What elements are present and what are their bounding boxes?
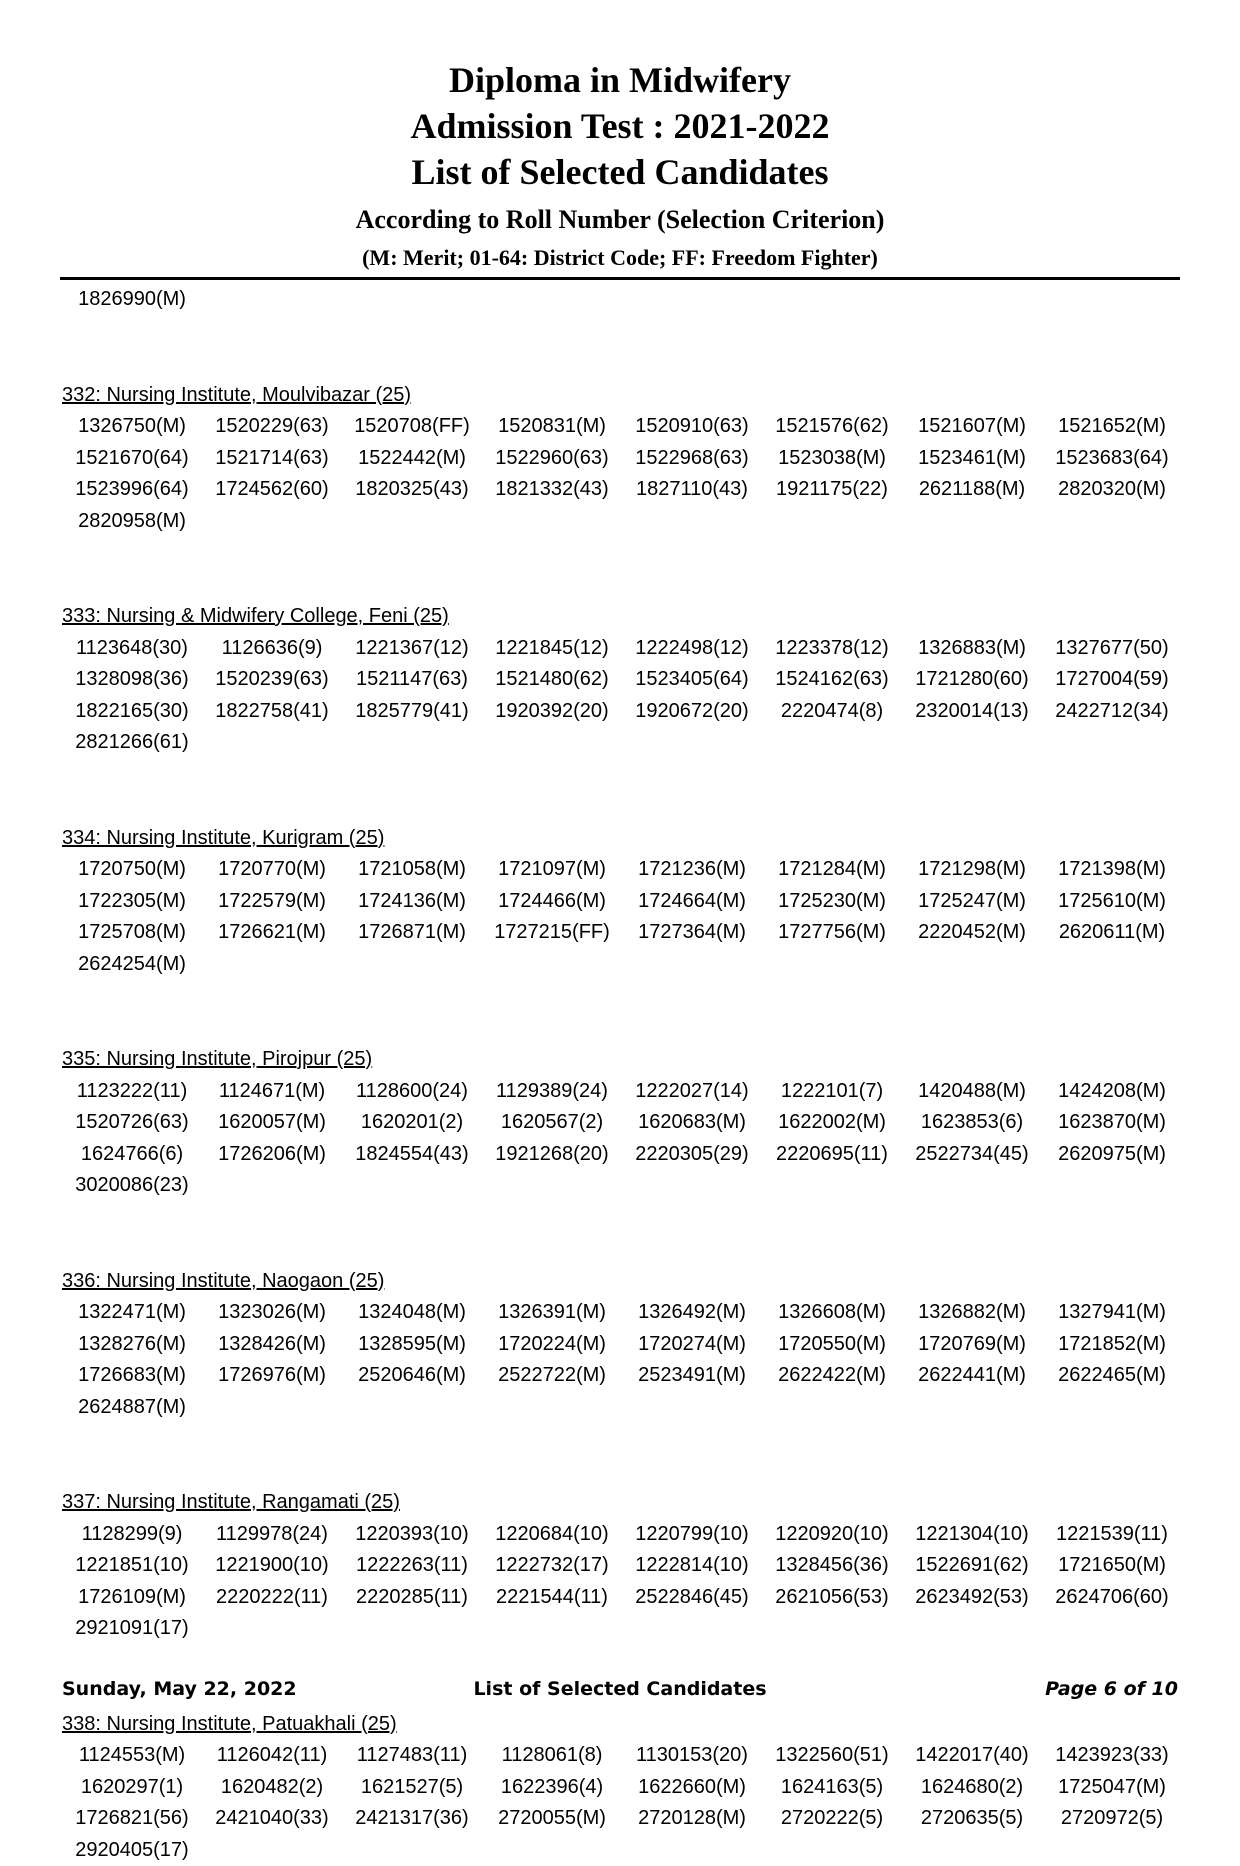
roll-number: 1523038(M) <box>762 443 902 475</box>
roll-number: 2623492(53) <box>902 1582 1042 1614</box>
roll-number: 1721058(M) <box>342 854 482 886</box>
roll-number: 1521652(M) <box>1042 411 1182 443</box>
institute-section <box>62 1709 1182 1866</box>
roll-number: 1822165(30) <box>62 696 202 728</box>
roll-number: 1725610(M) <box>1042 886 1182 918</box>
roll-number: 1820325(43) <box>342 474 482 506</box>
roll-number: 1721650(M) <box>1042 1550 1182 1582</box>
roll-number: 2624706(60) <box>1042 1582 1182 1614</box>
roll-number: 2720635(5) <box>902 1803 1042 1835</box>
roll-number: 1720224(M) <box>482 1329 622 1361</box>
roll-number: 1725047(M) <box>1042 1772 1182 1804</box>
roll-number: 1620482(2) <box>202 1772 342 1804</box>
roll-number-row <box>62 886 1182 918</box>
roll-number: 2622441(M) <box>902 1360 1042 1392</box>
roll-number-row <box>62 474 1182 506</box>
footer-page-number: Page 6 of 10 <box>1045 1676 1178 1702</box>
roll-number: 1221851(10) <box>62 1550 202 1582</box>
roll-number-row <box>62 1076 1182 1108</box>
roll-number: 1127483(11) <box>342 1740 482 1772</box>
roll-number: 2720055(M) <box>482 1803 622 1835</box>
roll-number: 1523405(64) <box>622 664 762 696</box>
roll-number: 1624680(2) <box>902 1772 1042 1804</box>
roll-number: 2720128(M) <box>622 1803 762 1835</box>
roll-number-row <box>62 1107 1182 1139</box>
roll-number: 1722305(M) <box>62 886 202 918</box>
roll-number: 1727364(M) <box>622 917 762 949</box>
roll-number: 1725708(M) <box>62 917 202 949</box>
roll-number: 2220305(29) <box>622 1139 762 1171</box>
roll-number: 2220695(11) <box>762 1139 902 1171</box>
institute-title: 334: Nursing Institute, Kurigram (25) <box>62 823 1182 855</box>
roll-number: 1523996(64) <box>62 474 202 506</box>
roll-number-row <box>62 1297 1182 1329</box>
institute-title: 337: Nursing Institute, Rangamati (25) <box>62 1487 1182 1519</box>
roll-number: 1221367(12) <box>342 633 482 665</box>
section-spacer <box>62 1423 1182 1487</box>
roll-number: 1220684(10) <box>482 1519 622 1551</box>
roll-number: 1130153(20) <box>622 1740 762 1772</box>
roll-number: 1726206(M) <box>202 1139 342 1171</box>
roll-number: 1523461(M) <box>902 443 1042 475</box>
roll-number: 1726109(M) <box>62 1582 202 1614</box>
roll-number: 1623870(M) <box>1042 1107 1182 1139</box>
roll-number: 1328098(36) <box>62 664 202 696</box>
roll-number: 1726621(M) <box>202 917 342 949</box>
roll-number: 1222498(12) <box>622 633 762 665</box>
roll-number: 1920672(20) <box>622 696 762 728</box>
roll-number: 1222263(11) <box>342 1550 482 1582</box>
roll-number: 1521576(62) <box>762 411 902 443</box>
roll-number: 1520229(63) <box>202 411 342 443</box>
roll-number: 1722579(M) <box>202 886 342 918</box>
roll-number: 1129389(24) <box>482 1076 622 1108</box>
roll-number: 2622465(M) <box>1042 1360 1182 1392</box>
roll-number: 2422712(34) <box>1042 696 1182 728</box>
roll-number: 1520726(63) <box>62 1107 202 1139</box>
roll-number: 1721280(60) <box>902 664 1042 696</box>
roll-number-row <box>62 917 1182 949</box>
institute-section <box>62 1266 1182 1424</box>
roll-number-row <box>62 443 1182 475</box>
roll-number: 1124671(M) <box>202 1076 342 1108</box>
roll-number: 1727756(M) <box>762 917 902 949</box>
roll-number: 1720770(M) <box>202 854 342 886</box>
roll-number-row <box>62 696 1182 728</box>
roll-number: 2522722(M) <box>482 1360 622 1392</box>
section-spacer <box>62 316 1182 380</box>
roll-number: 1623853(6) <box>902 1107 1042 1139</box>
roll-number: 1822758(41) <box>202 696 342 728</box>
roll-number-row <box>62 633 1182 665</box>
roll-number-row <box>62 1835 1182 1866</box>
roll-number: 1520239(63) <box>202 664 342 696</box>
title-program: Diploma in Midwifery <box>0 58 1240 102</box>
roll-number: 1326882(M) <box>902 1297 1042 1329</box>
section-spacer <box>62 759 1182 823</box>
roll-number: 1521714(63) <box>202 443 342 475</box>
roll-number-row <box>62 506 1182 538</box>
institute-section <box>62 823 1182 981</box>
roll-number: 1326391(M) <box>482 1297 622 1329</box>
roll-number: 1327941(M) <box>1042 1297 1182 1329</box>
roll-number: 1721398(M) <box>1042 854 1182 886</box>
roll-number: 1720769(M) <box>902 1329 1042 1361</box>
roll-number-row <box>62 727 1182 759</box>
roll-number-row <box>62 1519 1182 1551</box>
institute-section <box>62 380 1182 538</box>
roll-number: 1622660(M) <box>622 1772 762 1804</box>
roll-number: 1326883(M) <box>902 633 1042 665</box>
roll-number: 1725230(M) <box>762 886 902 918</box>
roll-number: 1222732(17) <box>482 1550 622 1582</box>
roll-number: 1222027(14) <box>622 1076 762 1108</box>
roll-number: 1123222(11) <box>62 1076 202 1108</box>
roll-number: 2621188(M) <box>902 474 1042 506</box>
roll-number: 2620611(M) <box>1042 917 1182 949</box>
roll-number: 1724664(M) <box>622 886 762 918</box>
roll-number: 1326492(M) <box>622 1297 762 1329</box>
roll-number-row <box>62 1613 1182 1645</box>
roll-number: 1726821(56) <box>62 1803 202 1835</box>
roll-number: 1322560(51) <box>762 1740 902 1772</box>
section-spacer <box>62 537 1182 601</box>
roll-number: 1328595(M) <box>342 1329 482 1361</box>
roll-number: 1521607(M) <box>902 411 1042 443</box>
institute-section <box>62 1487 1182 1645</box>
institute-title: 335: Nursing Institute, Pirojpur (25) <box>62 1044 1182 1076</box>
roll-number: 1523683(64) <box>1042 443 1182 475</box>
institute-section <box>62 1044 1182 1202</box>
roll-number: 2220452(M) <box>902 917 1042 949</box>
roll-number-row <box>62 1772 1182 1804</box>
roll-number: 1721298(M) <box>902 854 1042 886</box>
roll-number: 1220920(10) <box>762 1519 902 1551</box>
roll-number: 1322471(M) <box>62 1297 202 1329</box>
carryover-row <box>62 284 1182 316</box>
roll-number: 1124553(M) <box>62 1740 202 1772</box>
roll-number: 1522691(62) <box>902 1550 1042 1582</box>
roll-number-row <box>62 1360 1182 1392</box>
roll-number: 2522734(45) <box>902 1139 1042 1171</box>
footer-date: Sunday, May 22, 2022 <box>62 1676 297 1702</box>
roll-number: 1521670(64) <box>62 443 202 475</box>
roll-number: 1721284(M) <box>762 854 902 886</box>
roll-number-row <box>62 664 1182 696</box>
roll-number: 1826990(M) <box>62 284 202 316</box>
roll-number: 1821332(43) <box>482 474 622 506</box>
roll-number: 1220799(10) <box>622 1519 762 1551</box>
roll-number: 1524162(63) <box>762 664 902 696</box>
roll-number-row <box>62 1139 1182 1171</box>
roll-number: 2522846(45) <box>622 1582 762 1614</box>
roll-number: 1720274(M) <box>622 1329 762 1361</box>
roll-number: 2720972(5) <box>1042 1803 1182 1835</box>
roll-number: 1220393(10) <box>342 1519 482 1551</box>
subtitle-criterion: According to Roll Number (Selection Criterion) <box>0 204 1240 236</box>
roll-number: 2523491(M) <box>622 1360 762 1392</box>
roll-number-row <box>62 1803 1182 1835</box>
roll-number: 1624163(5) <box>762 1772 902 1804</box>
roll-number: 2821266(61) <box>62 727 202 759</box>
roll-number: 1825779(41) <box>342 696 482 728</box>
footer-title: List of Selected Candidates <box>0 1676 1240 1702</box>
roll-number: 1724466(M) <box>482 886 622 918</box>
roll-number: 1724562(60) <box>202 474 342 506</box>
roll-number: 2720222(5) <box>762 1803 902 1835</box>
roll-number: 1726976(M) <box>202 1360 342 1392</box>
roll-number: 1620201(2) <box>342 1107 482 1139</box>
roll-number: 1323026(M) <box>202 1297 342 1329</box>
roll-number: 1726683(M) <box>62 1360 202 1392</box>
roll-number: 1129978(24) <box>202 1519 342 1551</box>
roll-number: 1221845(12) <box>482 633 622 665</box>
candidate-list <box>62 284 1182 1866</box>
roll-number: 1522960(63) <box>482 443 622 475</box>
roll-number: 1327677(50) <box>1042 633 1182 665</box>
sections-container <box>62 316 1182 1866</box>
roll-number: 2520646(M) <box>342 1360 482 1392</box>
roll-number: 1222814(10) <box>622 1550 762 1582</box>
roll-number: 2624254(M) <box>62 949 202 981</box>
roll-number: 1720750(M) <box>62 854 202 886</box>
roll-number: 1520831(M) <box>482 411 622 443</box>
roll-number: 1620567(2) <box>482 1107 622 1139</box>
institute-section <box>62 601 1182 759</box>
roll-number: 2221544(11) <box>482 1582 622 1614</box>
roll-number-row <box>62 1170 1182 1202</box>
roll-number: 1827110(43) <box>622 474 762 506</box>
roll-number: 1128061(8) <box>482 1740 622 1772</box>
institute-title: 332: Nursing Institute, Moulvibazar (25) <box>62 380 1182 412</box>
roll-number: 1624766(6) <box>62 1139 202 1171</box>
roll-number: 1126042(11) <box>202 1740 342 1772</box>
roll-number-row <box>62 854 1182 886</box>
roll-number: 1326750(M) <box>62 411 202 443</box>
roll-number: 2620975(M) <box>1042 1139 1182 1171</box>
header-divider <box>60 277 1180 280</box>
roll-number: 2320014(13) <box>902 696 1042 728</box>
roll-number: 1622002(M) <box>762 1107 902 1139</box>
roll-number: 2622422(M) <box>762 1360 902 1392</box>
roll-number: 1521480(62) <box>482 664 622 696</box>
roll-number: 1921175(22) <box>762 474 902 506</box>
roll-number: 1620683(M) <box>622 1107 762 1139</box>
roll-number: 2624887(M) <box>62 1392 202 1424</box>
roll-number: 1520910(63) <box>622 411 762 443</box>
roll-number: 1221539(11) <box>1042 1519 1182 1551</box>
roll-number-row <box>62 1329 1182 1361</box>
roll-number-row <box>62 1550 1182 1582</box>
roll-number: 1726871(M) <box>342 917 482 949</box>
roll-number: 1422017(40) <box>902 1740 1042 1772</box>
section-spacer <box>62 1202 1182 1266</box>
roll-number: 1328276(M) <box>62 1329 202 1361</box>
roll-number: 1921268(20) <box>482 1139 622 1171</box>
roll-number: 1721852(M) <box>1042 1329 1182 1361</box>
roll-number: 1221304(10) <box>902 1519 1042 1551</box>
roll-number: 1424208(M) <box>1042 1076 1182 1108</box>
roll-number: 1522968(63) <box>622 443 762 475</box>
roll-number: 1324048(M) <box>342 1297 482 1329</box>
roll-number-row <box>62 1392 1182 1424</box>
roll-number: 1522442(M) <box>342 443 482 475</box>
roll-number: 2820320(M) <box>1042 474 1182 506</box>
roll-number: 1128299(9) <box>62 1519 202 1551</box>
roll-number: 2421317(36) <box>342 1803 482 1835</box>
roll-number: 1721097(M) <box>482 854 622 886</box>
roll-number: 2220285(11) <box>342 1582 482 1614</box>
roll-number: 2920405(17) <box>62 1835 202 1866</box>
roll-number: 2621056(53) <box>762 1582 902 1614</box>
roll-number: 1727215(FF) <box>482 917 622 949</box>
roll-number: 2220222(11) <box>202 1582 342 1614</box>
institute-title: 338: Nursing Institute, Patuakhali (25) <box>62 1709 1182 1741</box>
roll-number: 2921091(17) <box>62 1613 202 1645</box>
roll-number: 1326608(M) <box>762 1297 902 1329</box>
roll-number: 1621527(5) <box>342 1772 482 1804</box>
roll-number: 1727004(59) <box>1042 664 1182 696</box>
roll-number: 1423923(33) <box>1042 1740 1182 1772</box>
roll-number: 2421040(33) <box>202 1803 342 1835</box>
roll-number: 1824554(43) <box>342 1139 482 1171</box>
roll-number: 1123648(30) <box>62 633 202 665</box>
roll-number-row <box>62 1740 1182 1772</box>
legend-codes: (M: Merit; 01-64: District Code; FF: Freedom Fighter) <box>0 244 1240 272</box>
roll-number: 1725247(M) <box>902 886 1042 918</box>
roll-number: 1620297(1) <box>62 1772 202 1804</box>
roll-number: 1222101(7) <box>762 1076 902 1108</box>
roll-number: 1622396(4) <box>482 1772 622 1804</box>
roll-number: 1521147(63) <box>342 664 482 696</box>
roll-number: 1328456(36) <box>762 1550 902 1582</box>
roll-number: 1721236(M) <box>622 854 762 886</box>
roll-number: 2820958(M) <box>62 506 202 538</box>
roll-number: 1328426(M) <box>202 1329 342 1361</box>
roll-number: 3020086(23) <box>62 1170 202 1202</box>
roll-number-row <box>62 949 1182 981</box>
roll-number: 2220474(8) <box>762 696 902 728</box>
institute-title: 333: Nursing & Midwifery College, Feni (25) <box>62 601 1182 633</box>
roll-number-row <box>62 411 1182 443</box>
roll-number: 1920392(20) <box>482 696 622 728</box>
roll-number: 1420488(M) <box>902 1076 1042 1108</box>
roll-number: 1126636(9) <box>202 633 342 665</box>
roll-number: 1620057(M) <box>202 1107 342 1139</box>
title-admission-test: Admission Test : 2021-2022 <box>0 104 1240 148</box>
section-spacer <box>62 980 1182 1044</box>
roll-number-row <box>62 1582 1182 1614</box>
roll-number: 1223378(12) <box>762 633 902 665</box>
institute-title: 336: Nursing Institute, Naogaon (25) <box>62 1266 1182 1298</box>
title-list: List of Selected Candidates <box>0 150 1240 194</box>
roll-number: 1724136(M) <box>342 886 482 918</box>
roll-number: 1720550(M) <box>762 1329 902 1361</box>
roll-number: 1520708(FF) <box>342 411 482 443</box>
roll-number: 1128600(24) <box>342 1076 482 1108</box>
roll-number: 1221900(10) <box>202 1550 342 1582</box>
